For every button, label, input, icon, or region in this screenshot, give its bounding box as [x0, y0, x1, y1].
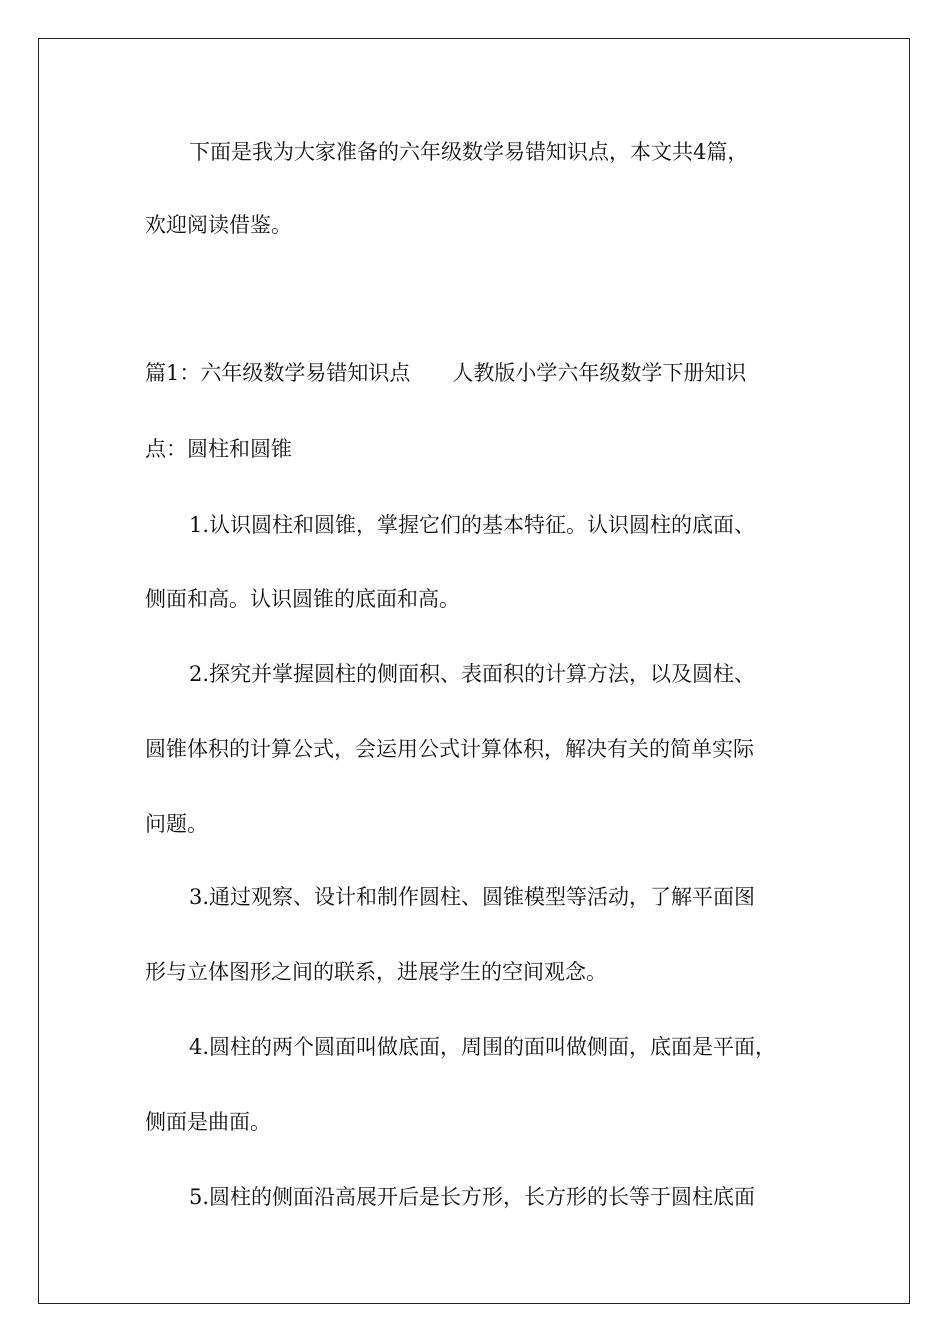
- point-4-line-2: 侧面是曲面。: [145, 1110, 271, 1134]
- point-1-line-1: 1.认识圆柱和圆锥，掌握它们的基本特征。认识圆柱的底面、: [189, 513, 756, 537]
- point-3-line-1: 3.通过观察、设计和制作圆柱、圆锥模型等活动，了解平面图: [189, 885, 756, 909]
- intro-line-1: 下面是我为大家准备的六年级数学易错知识点，本文共4篇，: [189, 140, 749, 164]
- section-heading-line-2: 点：圆柱和圆锥: [145, 437, 292, 461]
- point-3-line-2: 形与立体图形之间的联系，进展学生的空间观念。: [145, 960, 607, 984]
- section-heading-line-1: 篇1：六年级数学易错知识点 人教版小学六年级数学下册知识: [145, 361, 747, 385]
- point-1-line-2: 侧面和高。认识圆锥的底面和高。: [145, 587, 460, 611]
- point-2-line-3: 问题。: [145, 812, 208, 836]
- point-4-line-1: 4.圆柱的两个圆面叫做底面，周围的面叫做侧面，底面是平面，: [189, 1035, 777, 1059]
- point-5-line-1: 5.圆柱的侧面沿高展开后是长方形，长方形的长等于圆柱底面: [189, 1185, 756, 1209]
- point-2-line-2: 圆锥体积的计算公式，会运用公式计算体积，解决有关的简单实际: [145, 737, 754, 761]
- intro-line-2: 欢迎阅读借鉴。: [145, 213, 292, 237]
- point-2-line-1: 2.探究并掌握圆柱的侧面积、表面积的计算方法，以及圆柱、: [189, 662, 756, 686]
